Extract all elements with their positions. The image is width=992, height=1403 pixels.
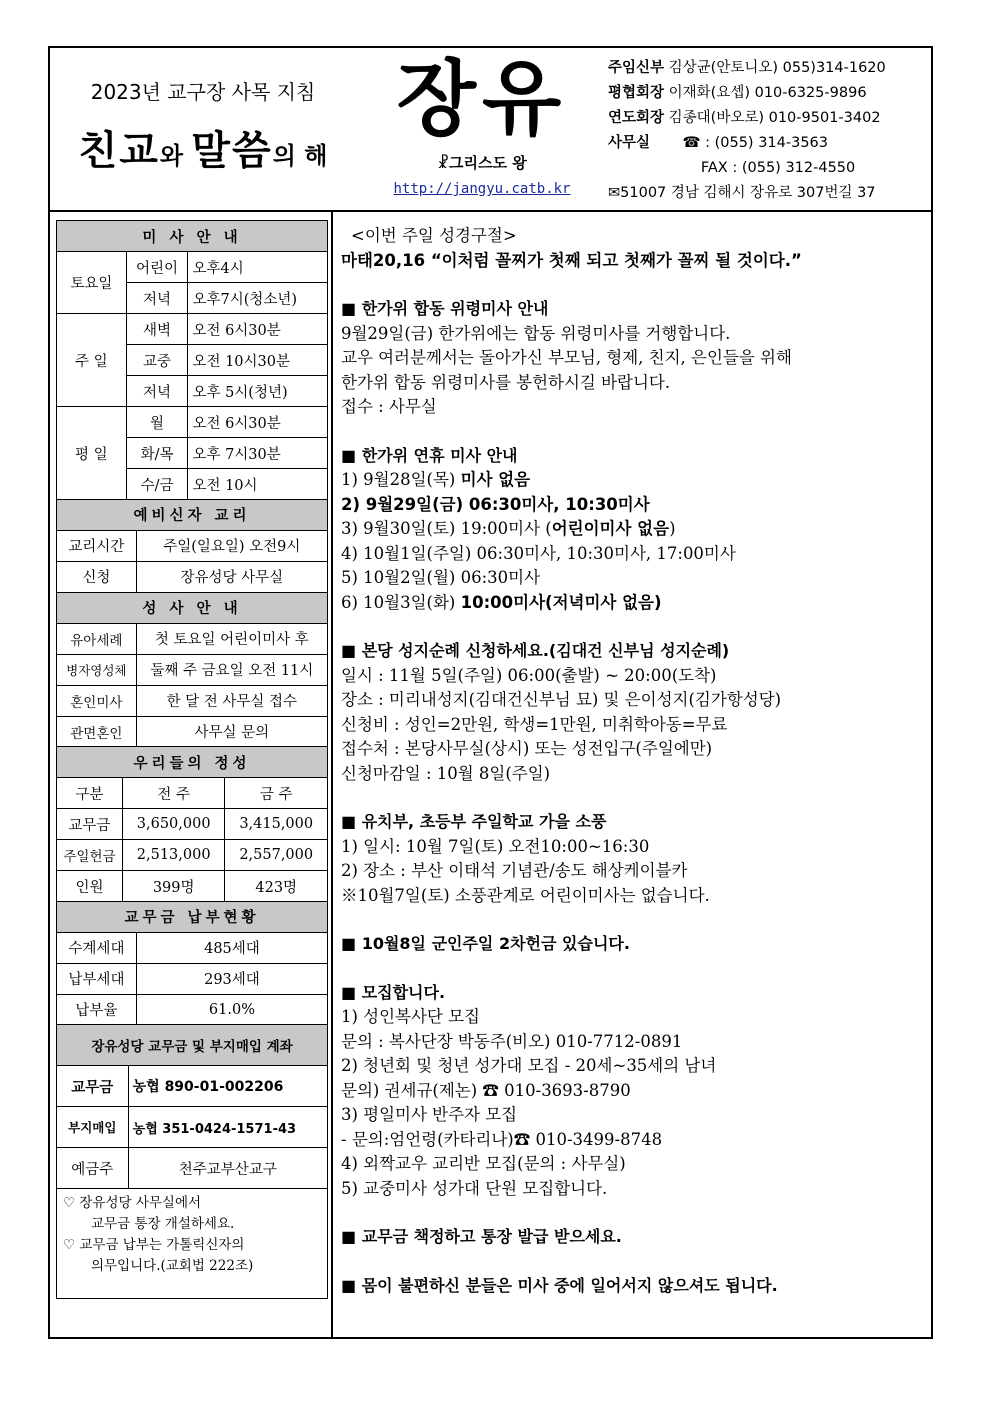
section-memorial-mass-title: ■ 한가위 합동 위령미사 안내	[341, 299, 549, 318]
section-line: 신청마감일 : 10월 8일(주일)	[341, 763, 551, 783]
column-divider	[331, 210, 333, 1339]
bulletin-header	[50, 48, 931, 212]
sacrament-row-value: 한 달 전 사무실 접수	[136, 685, 327, 716]
verse-text: 마태20,16 “이처럼 꼴찌가 첫째 되고 첫째가 꼴찌 될 것이다.”	[341, 250, 802, 270]
dues-row-value: 485세대	[136, 932, 327, 963]
section-line: 3) 평일미사 반주자 모집	[341, 1105, 518, 1124]
section-line: 5) 10월2일(월) 06:30미사	[341, 568, 541, 587]
section-line: 4) 외짝교우 교리반 모집(문의 : 사무실)	[341, 1154, 626, 1173]
section-line: 6) 10월3일(화) 10:00미사(저녁미사 없음)	[341, 592, 662, 612]
section-line: 접수 : 사무실	[341, 397, 437, 416]
offerings-cell: 3,650,000	[122, 809, 225, 840]
mass-row-time: 오전 10시30분	[188, 345, 328, 376]
contact-memorial: 연도회장 김종대(바오로) 010-9501-3402	[608, 110, 881, 126]
mass-row-time: 오후 7시30분	[188, 438, 328, 469]
section-line: 1) 9월28일(목) 미사 없음	[341, 470, 531, 489]
mass-row-key: 어린이	[126, 252, 188, 283]
contact-fax: FAX : (055) 312-4550	[700, 160, 856, 176]
dues-section-title: 교무금 납부현황	[57, 901, 328, 932]
offerings-cell: 3,415,000	[225, 809, 328, 840]
sacrament-row-value: 첫 토요일 어린이미사 후	[136, 623, 327, 654]
dues-row-key: 납부율	[57, 994, 137, 1025]
parish-title: 장유	[396, 52, 568, 147]
notice-line: 교무금 통장 개설하세요.	[91, 1216, 235, 1232]
section-line: 2) 9월29일(금) 06:30미사, 10:30미사	[341, 494, 650, 514]
schedule-table	[56, 220, 328, 500]
catechumen-table	[56, 499, 328, 748]
account-row-value: 농협 890-01-002206	[128, 1066, 327, 1107]
section-line: ※10월7일(토) 소풍관계로 어린이미사는 없습니다.	[341, 885, 710, 905]
mass-row-key: 교중	[126, 345, 188, 376]
section-line: 장소 : 미리내성지(김대건신부님 묘) 및 은이성지(김가항성당)	[341, 690, 782, 709]
section-line: 접수처 : 본당사무실(상시) 또는 성전입구(주일에만)	[341, 739, 713, 758]
parish-title-block	[372, 54, 592, 197]
catechumen-row-value: 장유성당 사무실	[136, 561, 327, 592]
section-holiday-mass-title: ■ 한가위 연휴 미사 안내	[341, 445, 518, 465]
account-row-key: 부지매입	[57, 1107, 129, 1148]
contact-address: ✉51007 경남 김해시 장유로 307번길 37	[608, 185, 876, 201]
offerings-cell: 2,557,000	[225, 840, 328, 871]
dues-row-value: 293세대	[136, 963, 327, 994]
announcements	[341, 224, 929, 1298]
mail-icon: ✉	[608, 185, 621, 201]
section-line: 일시 : 11월 5일(주일) 06:00(출발) ~ 20:00(도착)	[341, 665, 717, 685]
verse-title: <이번 주일 성경구절>	[351, 226, 517, 245]
section-line: 2) 장소 : 부산 이태석 기념관/송도 해상케이블카	[341, 861, 688, 880]
mass-row-time: 오전 6시30분	[188, 314, 328, 345]
notice-line: ♡ 교무금 납부는 가톨릭신자의	[63, 1237, 245, 1253]
sacrament-row-value: 둘째 주 금요일 오전 11시	[136, 654, 327, 685]
offerings-section-title: 우리들의 정성	[57, 747, 328, 778]
contact-list	[608, 56, 928, 206]
account-row-key: 교무금	[57, 1066, 129, 1107]
offerings-header: 금 주	[225, 778, 328, 809]
motto-text: 친교와 말씀의 해	[78, 128, 328, 174]
section-line: 신청비 : 성인=2만원, 학생=1만원, 미취학아동=무료	[341, 714, 728, 734]
offerings-header: 전 주	[122, 778, 225, 809]
section-line: 5) 교중미사 성가대 단원 모집합니다.	[341, 1178, 608, 1198]
section-line: 4) 10월1일(주일) 06:30미사, 10:30미사, 17:00미사	[341, 543, 736, 563]
offerings-header: 구분	[57, 778, 123, 809]
section-picnic-title: ■ 유치부, 초등부 주일학교 가을 소풍	[341, 812, 607, 831]
account-row-value: 농협 351-0424-1571-43	[128, 1107, 327, 1148]
mass-row-key: 월	[126, 407, 188, 438]
bulletin-frame	[48, 46, 933, 1339]
offerings-table	[56, 746, 328, 902]
section-pilgrimage-title: ■ 본당 성지순례 신청하세요.(김대건 신부님 성지순례)	[341, 641, 730, 660]
parish-subtitle: ☧그리스도 왕	[437, 154, 527, 172]
accounts-section-title: 장유성당 교무금 및 부지매입 계좌	[57, 1025, 328, 1066]
section-line: 문의) 권세규(제논) ☎ 010-3693-8790	[341, 1080, 631, 1100]
mass-row-key: 저녁	[126, 376, 188, 407]
section-line: 2) 청년회 및 청년 성가대 모집 - 20세~35세의 남녀	[341, 1056, 717, 1075]
catechumen-row-value: 주일(일요일) 오전9시	[136, 530, 327, 561]
contact-council: 평협회장 이재화(요셉) 010-6325-9896	[608, 85, 867, 101]
mass-row-key: 새벽	[126, 314, 188, 345]
mass-row-time: 오전 10시	[188, 469, 328, 500]
offerings-cell: 423명	[225, 871, 328, 902]
catechumen-row-key: 교리시간	[57, 530, 137, 561]
dues-row-value: 61.0%	[136, 994, 327, 1025]
catechumen-row-key: 신청	[57, 561, 137, 592]
section-seating-notice-title: ■ 몸이 불편하신 분들은 미사 중에 일어서지 않으셔도 됩니다.	[341, 1275, 778, 1295]
accounts-table	[56, 1024, 328, 1189]
dues-row-key: 수계세대	[57, 932, 137, 963]
mass-row-key: 저녁	[126, 283, 188, 314]
sacrament-row-key: 병자영성체	[57, 654, 137, 685]
section-line: 한가위 합동 위령미사를 봉헌하시길 바랍니다.	[341, 372, 671, 392]
notice-line: 의무입니다.(교회법 222조)	[91, 1258, 254, 1274]
sacrament-row-key: 혼인미사	[57, 685, 137, 716]
section-line: 교우 여러분께서는 돌아가신 부모님, 형제, 친지, 은인들을 위해	[341, 348, 792, 367]
mass-row-time: 오후4시	[188, 252, 328, 283]
section-line: 3) 9월30일(토) 19:00미사 (어린이미사 없음)	[341, 519, 676, 538]
mass-section-title: 미 사 안 내	[57, 221, 328, 252]
section-line: 1) 성인복사단 모집	[341, 1007, 480, 1026]
mass-row-time: 오전 6시30분	[188, 407, 328, 438]
contact-office: 사무실 ☎ : (055) 314-3563	[608, 135, 829, 151]
section-military-sunday-title: ■ 10월8일 군인주일 2차헌금 있습니다.	[341, 934, 630, 953]
mass-weekday-label: 평 일	[57, 407, 127, 500]
info-sidebar	[56, 220, 328, 1299]
notice-line: ♡ 장유성당 사무실에서	[63, 1195, 202, 1211]
dues-row-key: 납부세대	[57, 963, 137, 994]
sacrament-row-key: 관면혼인	[57, 716, 137, 747]
sacrament-row-key: 유아세례	[57, 623, 137, 654]
sacrament-row-value: 사무실 문의	[136, 716, 327, 747]
mass-row-time: 오후 5시(청년)	[188, 376, 328, 407]
section-line: - 문의:엄언령(카타리나)☎ 010-3499-8748	[341, 1129, 663, 1149]
offerings-cell: 인원	[57, 871, 123, 902]
mass-saturday-label: 토요일	[57, 252, 127, 314]
mass-row-key: 화/목	[126, 438, 188, 469]
motto-year-line: 2023년 교구장 사목 지침	[90, 80, 316, 104]
pastoral-motto	[68, 76, 338, 176]
offerings-cell: 399명	[122, 871, 225, 902]
sacraments-section-title: 성 사 안 내	[57, 592, 328, 623]
mass-sunday-label: 주 일	[57, 314, 127, 407]
section-line: 1) 일시: 10월 7일(토) 오전10:00~16:30	[341, 836, 650, 856]
mass-row-key: 수/금	[126, 469, 188, 500]
offerings-cell: 주일헌금	[57, 840, 123, 871]
section-line: 9월29일(금) 한가위에는 합동 위령미사를 거행합니다.	[341, 323, 731, 343]
account-row-key: 예금주	[57, 1148, 129, 1189]
dues-notice	[56, 1189, 328, 1299]
offerings-cell: 2,513,000	[122, 840, 225, 871]
section-dues-passbook-title: ■ 교무금 책정하고 통장 발급 받으세요.	[341, 1227, 622, 1246]
account-row-value: 천주교부산교구	[128, 1148, 327, 1189]
contact-pastor: 주임신부 김상균(안토니오) 055)314-1620	[608, 60, 886, 76]
parish-url-link[interactable]: http://jangyu.catb.kr	[393, 181, 571, 197]
section-recruit-title: ■ 모집합니다.	[341, 982, 446, 1002]
catechumen-section-title: 예비신자 교리	[57, 499, 328, 530]
mass-row-time: 오후7시(청소년)	[188, 283, 328, 314]
section-line: 문의 : 복사단장 박동주(비오) 010-7712-0891	[341, 1031, 683, 1051]
dues-table	[56, 901, 328, 1026]
offerings-cell: 교무금	[57, 809, 123, 840]
